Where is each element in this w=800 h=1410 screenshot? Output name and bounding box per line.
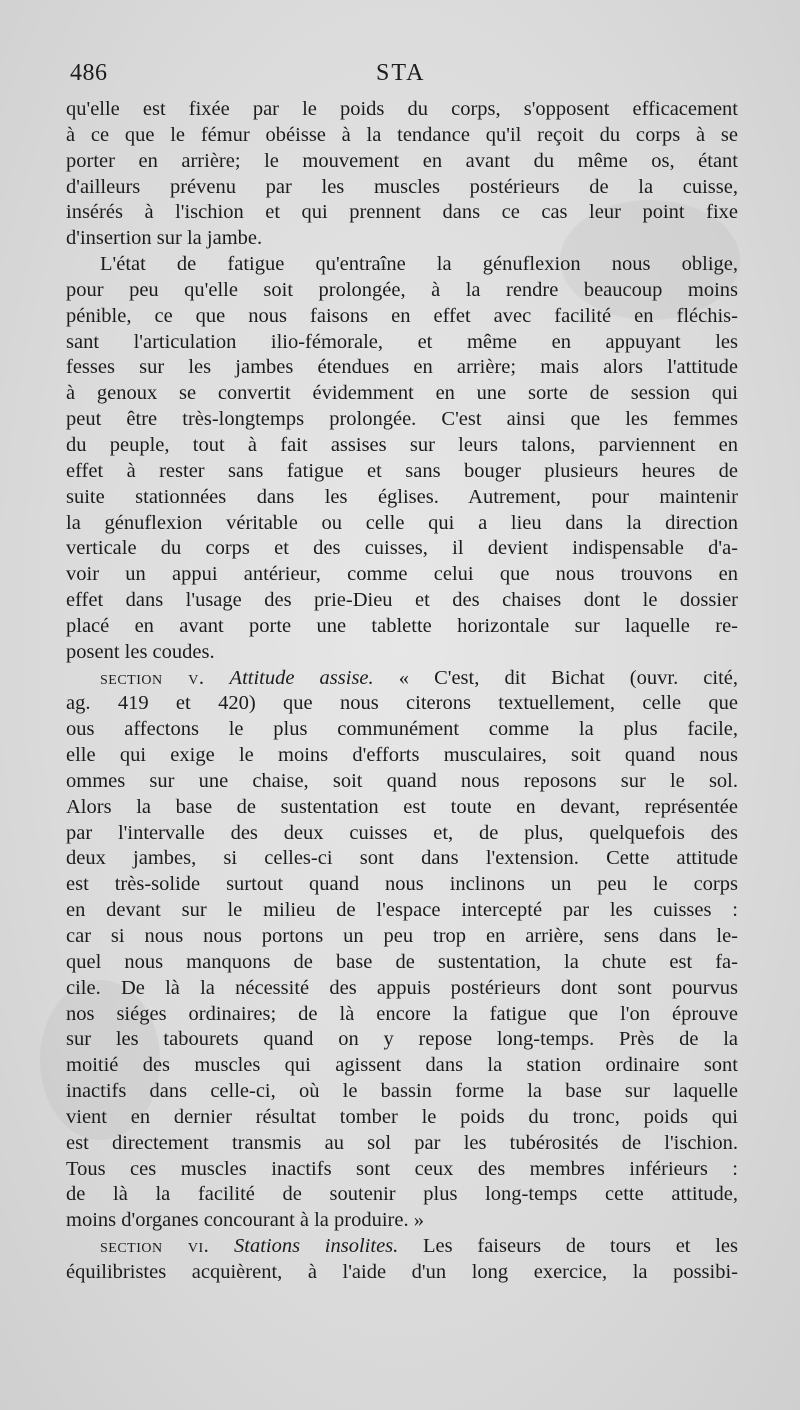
text-line: d'insertion sur la jambe. <box>66 227 263 250</box>
text-line: de là la facilité de soutenir plus long-temps cette attitude, <box>66 1183 738 1206</box>
paragraph-group <box>66 97 738 666</box>
text-line: verticale du corps et des cuisses, il devient indispensable d'a- <box>66 537 738 560</box>
text-line: ommes sur une chaise, soit quand nous reposons sur le sol. <box>66 769 738 792</box>
text-line: deux jambes, si celles-ci sont dans l'extension. Cette attitude <box>66 847 738 870</box>
text-line: effet dans l'usage des prie-Dieu et des chaises dont le dossier <box>66 589 738 612</box>
text-line: elle qui exige le moins d'efforts musculaires, soit quand nous <box>66 744 738 767</box>
text-line: posent les coudes. <box>66 640 215 663</box>
text-line: à ce que le fémur obéisse à la tendance qu'il reçoit du corps à se <box>66 123 738 146</box>
text-line: moins d'organes concourant à la produire. » <box>66 1209 424 1232</box>
text-line: est directement transmis au sol par les tubérosités de l'ischion. <box>66 1131 738 1154</box>
text-line: inactifs dans celle-ci, où le bassin forme la base sur laquelle <box>66 1080 738 1103</box>
running-head <box>70 60 738 92</box>
text-line: placé en avant porte une tablette horizontale sur laquelle re- <box>66 614 738 637</box>
text-line: peut être très-longtemps prolongée. C'est ainsi que les femmes <box>66 408 738 431</box>
text-line: qu'elle est fixée par le poids du corps, s'opposent efficacement <box>66 98 738 120</box>
text-line: d'ailleurs prévenu par les muscles postérieurs de la cuisse, <box>66 175 738 198</box>
section-label: section v. <box>100 666 205 689</box>
text-line: la génuflexion véritable ou celle qui a lieu dans la direction <box>66 511 738 534</box>
text-line: Tous ces muscles inactifs sont ceux des membres inférieurs : <box>66 1157 738 1180</box>
text-line: quel nous manquons de base de sustentation, la chute est fa- <box>66 950 738 973</box>
text-line: est très-solide surtout quand nous inclinons un peu le corps <box>66 873 738 896</box>
text-line: sant l'articulation ilio-fémorale, et même en appuyant les <box>66 330 738 353</box>
text-line: insérés à l'ischion et qui prennent dans ce cas leur point fixe <box>66 201 738 224</box>
text-line: du peuple, tout à fait assises sur leurs talons, parviennent en <box>66 433 738 456</box>
body-text <box>66 97 738 1286</box>
section-title: Attitude assise. <box>229 666 374 689</box>
text-line: suite stationnées dans les églises. Autrement, pour maintenir <box>66 485 738 508</box>
section-text: « C'est, dit Bichat (ouvr. cité, <box>398 666 738 689</box>
section-text: Les faiseurs de tours et les <box>423 1235 738 1258</box>
text-line: en devant sur le milieu de l'espace intercepté par les cuisses : <box>66 899 738 922</box>
text-line: Alors la base de sustentation est toute en devant, représentée <box>66 795 738 818</box>
text-line: nos siéges ordinaires; de là encore la fatigue que l'on éprouve <box>66 1002 738 1025</box>
text-line: porter en arrière; le mouvement en avant du même os, étant <box>66 149 738 172</box>
text-line: sur les tabourets quand on y repose long-temps. Près de la <box>66 1028 738 1051</box>
section-paragraph <box>66 1260 738 1286</box>
text-line: pénible, ce que nous faisons en effet avec facilité en fléchis- <box>66 304 738 327</box>
text-line: à genoux se convertit évidemment en une sorte de session qui <box>66 382 738 405</box>
text-line: voir un appui antérieur, comme celui que nous trouvons en <box>66 563 738 586</box>
section-paragraph <box>66 691 738 1234</box>
text-line: pour peu qu'elle soit prolongée, à la rendre beaucoup moins <box>66 278 738 301</box>
section-heading-line <box>66 1234 738 1260</box>
text-line: effet à rester sans fatigue et sans bouger plusieurs heures de <box>66 459 738 482</box>
section-title: Stations insolites. <box>234 1235 399 1258</box>
text-line: ous affectons le plus communément comme la plus facile, <box>66 718 738 741</box>
text-line: car si nous nous portons un peu trop en arrière, sens dans le- <box>66 925 738 947</box>
text-line: vient en dernier résultat tomber le poids du tronc, poids qui <box>66 1105 738 1128</box>
page-number: 486 <box>70 60 108 86</box>
text-line: ag. 419 et 420) que nous citerons textuellement, celle que <box>66 692 738 715</box>
text-line: fesses sur les jambes étendues en arrière; mais alors l'attitude <box>66 356 738 379</box>
text-line: cile. De là la nécessité des appuis postérieurs dont sont pourvus <box>66 976 738 999</box>
text-line: équilibristes acquièrent, à l'aide d'un long exercice, la possibi- <box>66 1260 738 1283</box>
section-heading-line <box>66 666 738 692</box>
text-line: L'état de fatigue qu'entraîne la génuflexion nous oblige, <box>100 253 738 276</box>
text-line: moitié des muscles qui agissent dans la station ordinaire sont <box>66 1054 738 1077</box>
text-line: par l'intervalle des deux cuisses et, de plus, quelquefois des <box>66 821 738 844</box>
section-label: section vi. <box>100 1235 210 1258</box>
running-title: STA <box>376 60 426 86</box>
